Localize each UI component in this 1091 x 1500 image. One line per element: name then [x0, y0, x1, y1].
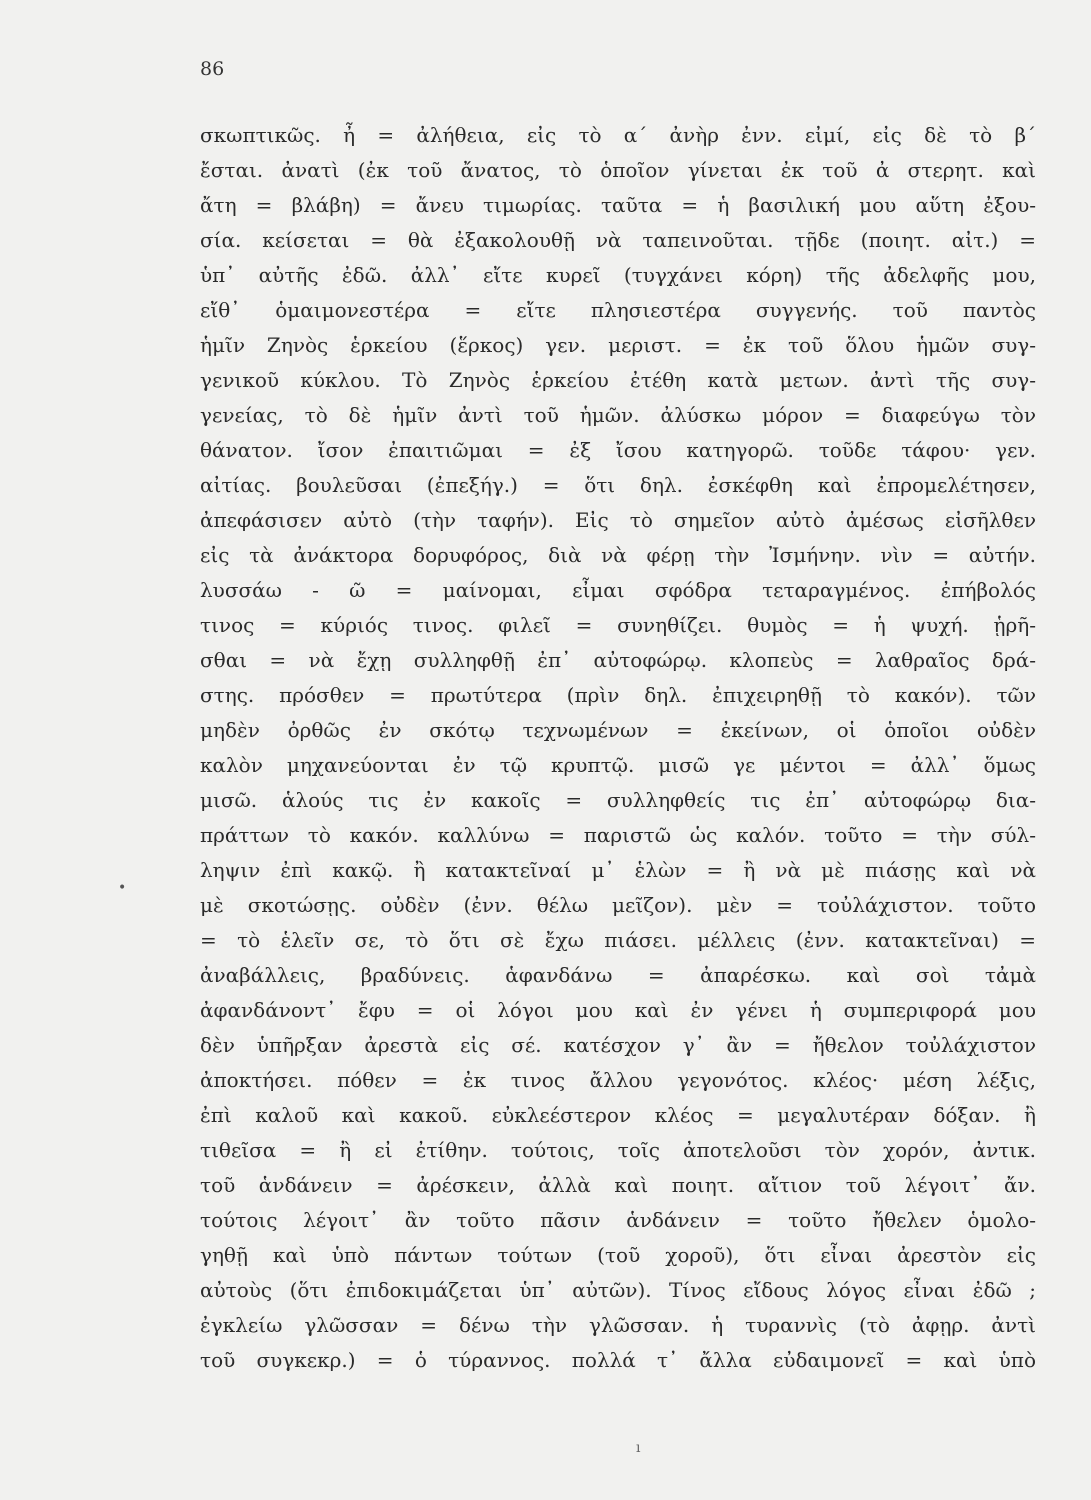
text-line: πράττων τὸ κακόν. καλλύνω = παριστῶ ὡς καλόν. τοῦτο = τὴν σύλ- — [200, 823, 1036, 847]
text-line: γενείας, τὸ δὲ ἡμῖν ἀντὶ τοῦ ἡμῶν. ἀλύσκω μόρον = διαφεύγω τὸν — [200, 403, 1036, 427]
text-line: ἐγκλείω γλῶσσαν = δένω τὴν γλῶσσαν. ἡ τυραννὶς (τὸ ἀφῃρ. ἀντὶ — [200, 1313, 1036, 1337]
text-line: ὑπ᾿ αὐτῆς ἐδῶ. ἀλλ᾿ εἴτε κυρεῖ (τυγχάνει κόρη) τῆς ἀδελφῆς μου, — [200, 263, 1036, 287]
text-line: τιθεῖσα = ἢ εἰ ἐτίθην. τούτοις, τοῖς ἀποτελοῦσι τὸν χορόν, ἀντικ. — [200, 1138, 1036, 1162]
text-line: ἡμῖν Ζηνὸς ἑρκείου (ἕρκος) γεν. μεριστ. = ἐκ τοῦ ὅλου ἡμῶν συγ- — [200, 333, 1036, 357]
text-line: γηθῇ καὶ ὑπὸ πάντων τούτων (τοῦ χοροῦ), ὅτι εἶναι ἀρεστὸν εἰς — [200, 1243, 1036, 1267]
text-line: εἴθ᾿ ὁμαιμονεστέρα = εἴτε πλησιεστέρα συγγενής. τοῦ παντὸς — [200, 298, 1036, 322]
text-line: τοῦ συγκεκρ.) = ὁ τύραννος. πολλά τ᾿ ἄλλα εὐδαιμονεῖ = καὶ ὑπὸ — [200, 1348, 1036, 1372]
text-line: σθαι = νὰ ἔχῃ συλληφθῇ ἐπ᾿ αὐτοφώρῳ. κλοπεὺς = λαθραῖος δρά- — [200, 648, 1036, 672]
commentary-text — [200, 118, 1036, 1378]
text-line: καλὸν μηχανεύονται ἐν τῷ κρυπτῷ. μισῶ γε μέντοι = ἀλλ᾿ ὅμως — [200, 753, 1036, 777]
text-line: τούτοις λέγοιτ᾿ ἂν τοῦτο πᾶσιν ἁνδάνειν = τοῦτο ἤθελεν ὁμολο- — [200, 1208, 1036, 1232]
text-line: ἄτη = βλάβη) = ἄνευ τιμωρίας. ταῦτα = ἡ βασιλική μου αὕτη ἐξου- — [200, 193, 1036, 217]
text-line: τινος = κύριός τινος. φιλεῖ = συνηθίζει. θυμὸς = ἡ ψυχή. ᾑρῆ- — [200, 613, 1036, 637]
stray-mark: • — [118, 880, 127, 896]
text-line: ληψιν ἐπὶ κακῷ. ἢ κατακτεῖναί μ᾿ ἑλὼν = ἢ νὰ μὲ πιάσῃς καὶ νὰ — [200, 858, 1036, 882]
text-line: εἰς τὰ ἀνάκτορα δορυφόρος, διὰ νὰ φέρῃ τὴν Ἰσμήνην. νὶν = αὐτήν. — [200, 543, 1036, 567]
text-line: ἀποκτήσει. πόθεν = ἐκ τινος ἄλλου γεγονότος. κλέος· μέση λέξις, — [200, 1068, 1036, 1092]
text-line: ἀπεφάσισεν αὐτὸ (τὴν ταφήν). Εἰς τὸ σημεῖον αὐτὸ ἀμέσως εἰσῆλθεν — [200, 508, 1036, 532]
text-line: θάνατον. ἴσον ἐπαιτιῶμαι = ἐξ ἴσου κατηγορῶ. τοῦδε τάφου· γεν. — [200, 438, 1036, 462]
text-line: ἔσται. ἀνατὶ (ἐκ τοῦ ἄνατος, τὸ ὁποῖον γίνεται ἐκ τοῦ ἀ στερητ. καὶ — [200, 158, 1036, 182]
text-line: τοῦ ἁνδάνειν = ἀρέσκειν, ἀλλὰ καὶ ποιητ. αἴτιον τοῦ λέγοιτ᾿ ἄν. — [200, 1173, 1036, 1197]
text-line: ἐπὶ καλοῦ καὶ κακοῦ. εὐκλεέστερον κλέος = μεγαλυτέραν δόξαν. ἢ — [200, 1103, 1036, 1127]
text-line: στης. πρόσθεν = πρωτύτερα (πρὶν δηλ. ἐπιχειρηθῇ τὸ κακόν). τῶν — [200, 683, 1036, 707]
text-line: σκωπτικῶς. ἦ = ἀλήθεια, εἰς τὸ α΄ ἀνὴρ ἐνν. εἰμί, εἰς δὲ τὸ β΄ — [200, 123, 1036, 147]
text-line: ἀναβάλλεις, βραδύνεις. ἁφανδάνω = ἀπαρέσκω. καὶ σοὶ τἀμὰ — [200, 963, 1036, 987]
text-line: μὲ σκοτώσῃς. οὐδὲν (ἐνν. θέλω μεῖζον). μὲν = τοὐλάχιστον. τοῦτο — [200, 893, 1036, 917]
page-number: 86 — [200, 58, 225, 80]
text-line: σία. κείσεται = θὰ ἐξακολουθῇ νὰ ταπεινοῦται. τῇδε (ποιητ. αἰτ.) = — [200, 228, 1036, 252]
text-line: λυσσάω - ῶ = μαίνομαι, εἶμαι σφόδρα τεταραγμένος. ἐπήβολός — [200, 578, 1036, 602]
text-line: δὲν ὑπῆρξαν ἀρεστὰ εἰς σέ. κατέσχον γ᾿ ἂν = ἤθελον τοὐλάχιστον — [200, 1033, 1036, 1057]
text-line: μηδὲν ὀρθῶς ἐν σκότῳ τεχνωμένων = ἐκείνων, οἱ ὁποῖοι οὐδὲν — [200, 718, 1036, 742]
stray-mark: ı — [636, 1440, 641, 1456]
text-line: μισῶ. ἁλούς τις ἐν κακοῖς = συλληφθείς τις ἐπ᾿ αὐτοφώρῳ δια- — [200, 788, 1036, 812]
text-line: αὐτοὺς (ὅτι ἐπιδοκιμάζεται ὑπ᾿ αὐτῶν). Τίνος εἴδους λόγος εἶναι ἐδῶ ; — [200, 1278, 1036, 1302]
text-line: αἰτίας. βουλεῦσαι (ἐπεξήγ.) = ὅτι δηλ. ἐσκέφθη καὶ ἐπρομελέτησεν, — [200, 473, 1036, 497]
text-line: = τὸ ἑλεῖν σε, τὸ ὅτι σὲ ἔχω πιάσει. μέλλεις (ἐνν. κατακτεῖναι) = — [200, 928, 1036, 952]
text-line: γενικοῦ κύκλου. Τὸ Ζηνὸς ἑρκείου ἐτέθη κατὰ μετων. ἀντὶ τῆς συγ- — [200, 368, 1036, 392]
text-line: ἀφανδάνοντ᾿ ἔφυ = οἱ λόγοι μου καὶ ἐν γένει ἡ συμπεριφορά μου — [200, 998, 1036, 1022]
